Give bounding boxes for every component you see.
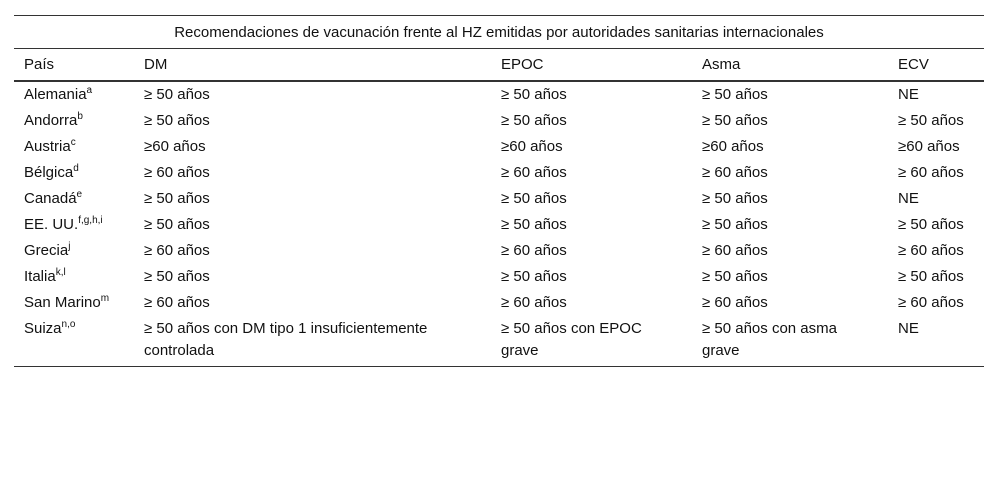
table-row	[14, 134, 984, 160]
cell-dm: ≥ 50 años	[144, 190, 210, 207]
table-row	[14, 108, 984, 134]
country-name: Grecia	[24, 242, 69, 259]
cell-epoc: ≥ 50 años	[501, 268, 567, 285]
cell-ecv: ≥ 60 años	[898, 294, 964, 311]
cell-country	[14, 212, 134, 238]
cell-country	[14, 290, 134, 316]
table-row	[14, 212, 984, 238]
footnote-marker: j	[68, 241, 71, 252]
cell-asma: ≥ 60 años	[702, 294, 768, 311]
country-name: Italia	[24, 268, 56, 285]
cell-dm: ≥ 50 años	[144, 268, 210, 285]
table-row	[14, 290, 984, 316]
cell-epoc: ≥ 50 años	[501, 112, 567, 129]
footnote-marker: n,o	[61, 319, 76, 330]
country-name: Suiza	[24, 320, 62, 337]
table-row	[14, 81, 984, 108]
cell-asma: ≥ 50 años	[702, 190, 768, 207]
cell-epoc: ≥ 60 años	[501, 164, 567, 181]
table-container	[14, 15, 984, 367]
cell-dm: ≥ 50 años con DM tipo 1 insuficientemente controlada	[134, 316, 491, 367]
cell-dm: ≥ 60 años	[144, 164, 210, 181]
country-name: Andorra	[24, 112, 78, 129]
table-row	[14, 316, 984, 367]
footnote-marker: e	[76, 189, 83, 200]
cell-epoc: ≥ 50 años con EPOC grave	[491, 316, 692, 367]
cell-asma: ≥ 50 años	[702, 268, 768, 285]
cell-epoc: ≥ 50 años	[501, 190, 567, 207]
country-name: San Marino	[24, 294, 101, 311]
header-asma: Asma	[692, 49, 888, 81]
cell-dm: ≥ 60 años	[144, 294, 210, 311]
footnote-marker: m	[100, 293, 110, 304]
footnote-marker: f,g,h,i	[78, 215, 103, 226]
country-name: Alemania	[24, 86, 87, 103]
cell-epoc: ≥ 50 años	[501, 216, 567, 233]
cell-asma: ≥60 años	[702, 138, 764, 155]
cell-ecv: ≥60 años	[898, 138, 960, 155]
cell-dm: ≥ 50 años	[144, 216, 210, 233]
footnote-marker: c	[70, 137, 76, 148]
cell-ecv: NE	[888, 316, 984, 367]
cell-asma: ≥ 50 años con asma grave	[692, 316, 888, 367]
cell-country	[14, 238, 134, 264]
cell-epoc: ≥ 60 años	[501, 242, 567, 259]
footnote-marker: b	[77, 111, 83, 122]
header-epoc: EPOC	[491, 49, 692, 81]
table-body	[14, 81, 984, 367]
table-row	[14, 186, 984, 212]
cell-asma: ≥ 60 años	[702, 164, 768, 181]
cell-asma: ≥ 50 años	[702, 216, 768, 233]
header-country: País	[14, 49, 134, 81]
cell-country	[14, 264, 134, 290]
cell-ecv: ≥ 60 años	[898, 164, 964, 181]
cell-ecv: NE	[898, 86, 919, 103]
country-name: Austria	[24, 138, 71, 155]
header-dm: DM	[134, 49, 491, 81]
cell-ecv: ≥ 50 años	[898, 112, 964, 129]
cell-dm: ≥ 60 años	[144, 242, 210, 259]
table-caption: Recomendaciones de vacunación frente al HZ emitidas por autoridades sanitarias internacionales	[14, 15, 984, 49]
footnote-marker: k,l	[55, 267, 66, 278]
cell-country	[14, 108, 134, 134]
cell-country	[14, 81, 134, 108]
table-header	[14, 49, 984, 81]
cell-epoc: ≥60 años	[501, 138, 563, 155]
cell-epoc: ≥ 60 años	[501, 294, 567, 311]
cell-ecv: ≥ 50 años	[898, 268, 964, 285]
cell-country	[14, 134, 134, 160]
cell-ecv: ≥ 50 años	[898, 216, 964, 233]
table-row	[14, 238, 984, 264]
footnote-marker: a	[86, 85, 93, 96]
cell-dm: ≥60 años	[144, 138, 206, 155]
cell-ecv: NE	[898, 190, 919, 207]
cell-country	[14, 160, 134, 186]
cell-ecv: ≥ 60 años	[898, 242, 964, 259]
table-row	[14, 264, 984, 290]
table-row	[14, 160, 984, 186]
cell-asma: ≥ 60 años	[702, 242, 768, 259]
cell-dm: ≥ 50 años	[144, 86, 210, 103]
cell-asma: ≥ 50 años	[702, 112, 768, 129]
footnote-marker: d	[73, 163, 79, 174]
cell-dm: ≥ 50 años	[144, 112, 210, 129]
country-name: Bélgica	[24, 164, 74, 181]
cell-country	[14, 316, 134, 367]
header-ecv: ECV	[888, 49, 984, 81]
header-row	[14, 49, 984, 81]
cell-epoc: ≥ 50 años	[501, 86, 567, 103]
country-name: EE. UU.	[24, 216, 79, 233]
vaccination-recommendations-table	[14, 15, 984, 367]
cell-country	[14, 186, 134, 212]
country-name: Canadá	[24, 190, 77, 207]
cell-asma: ≥ 50 años	[702, 86, 768, 103]
